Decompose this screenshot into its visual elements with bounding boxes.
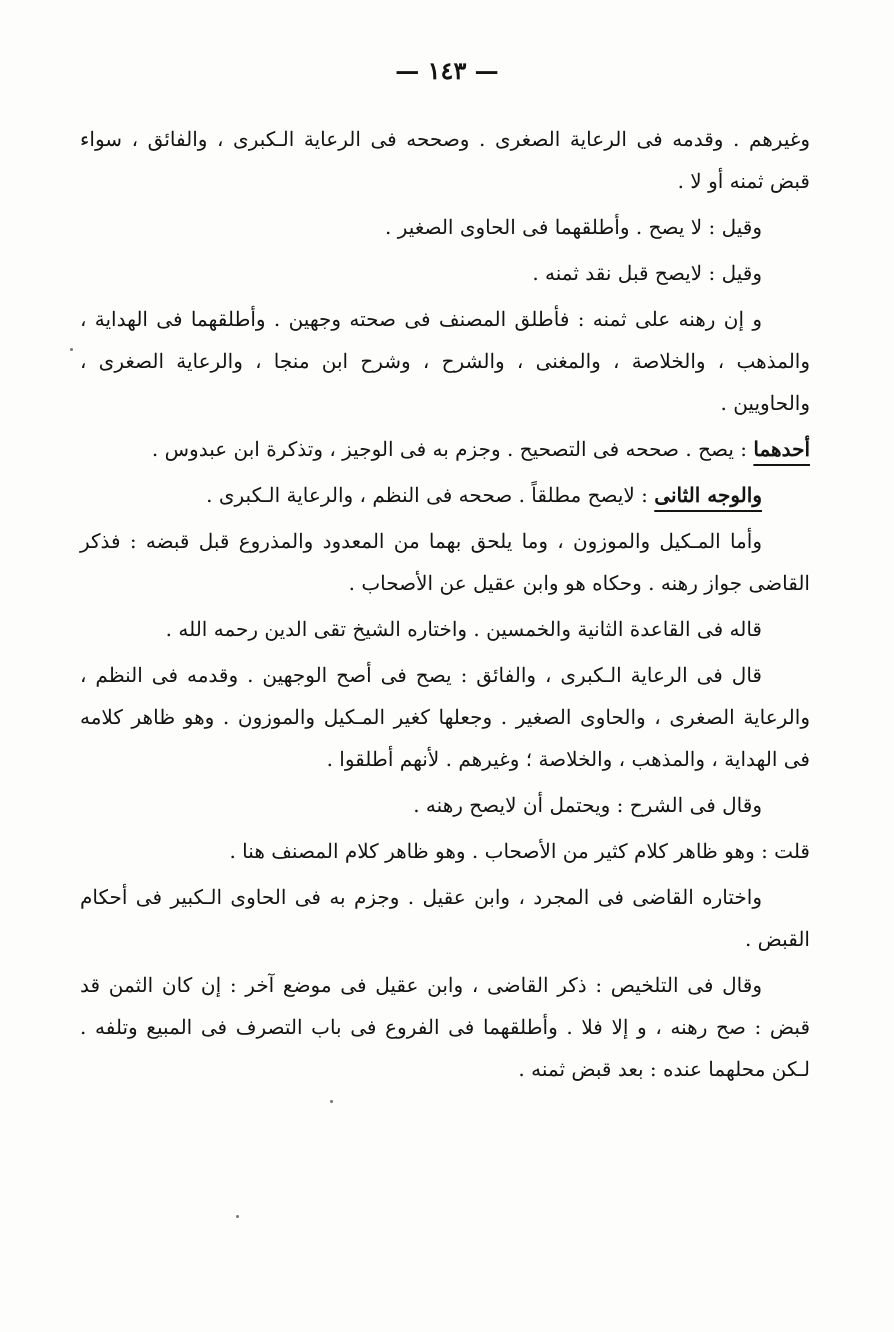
paragraph: وقال فى الشرح : ويحتمل أن لايصح رهنه . <box>413 793 762 817</box>
paragraph: قاله فى القاعدة الثانية والخمسين . واختاره الشيخ تقى الدين رحمه الله . <box>165 617 762 641</box>
paper-speck <box>330 1100 333 1103</box>
page-body <box>80 118 810 1094</box>
paragraph: والوجه الثانى : لايصح مطلقاً . صححه فى النظم ، والرعاية الـكبرى . <box>206 483 762 507</box>
paragraph: أحدهما : يصح . صححه فى التصحيح . وجزم به فى الوجيز ، وتذكرة ابن عبدوس . <box>151 437 810 461</box>
paper-speck <box>70 348 73 351</box>
paragraph: وقيل : لايصح قبل نقد ثمنه . <box>532 261 762 285</box>
paragraph-lead: والوجه الثانى <box>654 483 762 507</box>
paragraph-lead: أحدهما <box>753 437 810 461</box>
paragraph: وأما المـكيل والموزون ، وما يلحق بهما من المعدود والمذروع قبل قبضه : فذكر القاضى جواز رهنه . وحكاه هو وابن عقيل عن الأصحاب . <box>80 529 810 595</box>
paragraph: قال فى الرعاية الـكبرى ، والفائق : يصح فى أصح الوجهين . وقدمه فى النظم ، والرعاية الصغرى ، والحاوى الصغير . وجعلها كغير المـكيل والموزون . وهو ظاهر كلامه فى الهداية ، والمذهب ، والخلاصة ؛ وغيرهم . لأنهم أطلقوا . <box>80 663 810 771</box>
paragraph: و إن رهنه على ثمنه : فأطلق المصنف فى صحته وجهين . وأطلقهما فى الهداية ، والمذهب ، والخلاصة ، والمغنى ، والشرح ، وشرح ابن منجا ، والرعاية الصغرى ، والحاويين . <box>80 307 810 415</box>
paragraph: واختاره القاضى فى المجرد ، وابن عقيل . وجزم به فى الحاوى الـكبير فى أحكام القبض . <box>80 885 810 951</box>
paragraph: قلت : وهو ظاهر كلام كثير من الأصحاب . وهو ظاهر كلام المصنف هنا . <box>229 839 810 863</box>
paper-speck <box>236 1215 239 1218</box>
paragraph: وقيل : لا يصح . وأطلقهما فى الحاوى الصغير . <box>385 215 762 239</box>
page-number: — ١٤٣ — <box>395 56 499 85</box>
paragraph: وغيرهم . وقدمه فى الرعاية الصغرى . وصححه فى الرعاية الـكبرى ، والفائق ، سواء قبض ثمنه أو لا . <box>80 127 810 193</box>
paragraph: وقال فى التلخيص : ذكر القاضى ، وابن عقيل فى موضع آخر : إن كان الثمن قد قبض : صح رهنه ، و إلا فلا . وأطلقهما فى الفروع فى باب التصرف فى المبيع وتلفه . لـكن محلهما عنده : بعد قبض ثمنه . <box>80 973 810 1081</box>
